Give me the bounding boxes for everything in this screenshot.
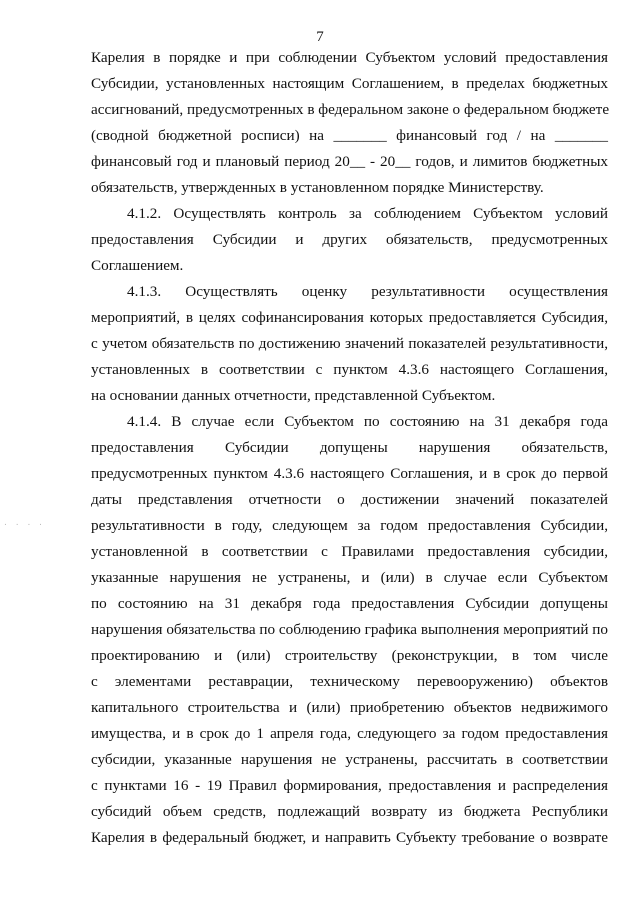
text-line: 4.1.2. Осуществлять контроль за соблюдением Субъектом условий xyxy=(127,205,608,222)
text-line: проектированию и (или) строительству (реконструкции, в том числе xyxy=(91,647,608,664)
text-line: мероприятий, в целях софинансирования которых предоставляется Субсидия, xyxy=(91,309,608,326)
text-line: нарушения обязательства по соблюдению графика выполнения мероприятий по xyxy=(91,621,608,638)
text-line: предоставления Субсидии допущены нарушения обязательств, xyxy=(91,439,608,456)
text-line: результативности в году, следующем за годом предоставления Субсидии, xyxy=(91,517,608,534)
paragraph-4-1-3 xyxy=(91,279,608,409)
text-line: субсидии, указанные нарушения не устранены, рассчитать в соответствии xyxy=(91,751,608,768)
text-line: (сводной бюджетной росписи) на _______ финансовый год / на _______ xyxy=(91,127,608,144)
text-line: 4.1.3. Осуществлять оценку результативности осуществления xyxy=(127,283,608,300)
text-line: предоставления Субсидии и других обязательств, предусмотренных xyxy=(91,231,608,248)
text-line: финансовый год и плановый период 20__ - 20__ годов, и лимитов бюджетных xyxy=(91,153,608,170)
text-line: с пунктами 16 - 19 Правил формирования, предоставления и распределения xyxy=(91,777,608,794)
text-line: ассигнований, предусмотренных в федеральном законе о федеральном бюджете xyxy=(91,101,610,118)
text-line: Субсидии, установленных настоящим Соглашением, в пределах бюджетных xyxy=(91,75,608,92)
paragraph-4-1-4 xyxy=(91,409,608,851)
text-line: 4.1.4. В случае если Субъектом по состоянию на 31 декабря года xyxy=(127,413,608,430)
text-line: субсидий объем средств, подлежащий возврату из бюджета Республики xyxy=(91,803,608,820)
text-line: имущества, и в срок до 1 апреля года, следующего за годом предоставления xyxy=(91,725,608,742)
margin-marks: . . . . xyxy=(4,518,46,528)
text-line: капитального строительства и (или) приобретению объектов недвижимого xyxy=(91,699,608,716)
text-line: по состоянию на 31 декабря года предоставления Субсидии допущены xyxy=(91,595,608,612)
paragraph-4-1-2 xyxy=(91,201,608,279)
text-line: с учетом обязательств по достижению значений показателей результативности, xyxy=(91,335,608,352)
document-body xyxy=(91,45,608,851)
text-line: обязательств, утвержденных в установленном порядке Министерству. xyxy=(91,179,544,196)
text-line: Карелия в порядке и при соблюдении Субъектом условий предоставления xyxy=(91,49,608,66)
text-line: Карелия в федеральный бюджет, и направить Субъекту требование о возврате xyxy=(91,829,608,846)
page-number: 7 xyxy=(316,29,324,45)
text-line: даты представления отчетности о достижении значений показателей xyxy=(91,491,608,508)
text-line: на основании данных отчетности, представленной Субъектом. xyxy=(91,387,496,404)
text-line: с элементами реставрации, техническому перевооружению) объектов xyxy=(91,673,608,690)
text-line: установленной в соответствии с Правилами предоставления субсидии, xyxy=(91,543,608,560)
text-line: Соглашением. xyxy=(91,257,184,274)
paragraph-continuation xyxy=(91,45,608,201)
text-line: указанные нарушения не устранены, и (или) в случае если Субъектом xyxy=(91,569,608,586)
text-line: предусмотренных пунктом 4.3.6 настоящего Соглашения, и в срок до первой xyxy=(91,465,608,482)
text-line: установленных в соответствии с пунктом 4.3.6 настоящего Соглашения, xyxy=(91,361,608,378)
